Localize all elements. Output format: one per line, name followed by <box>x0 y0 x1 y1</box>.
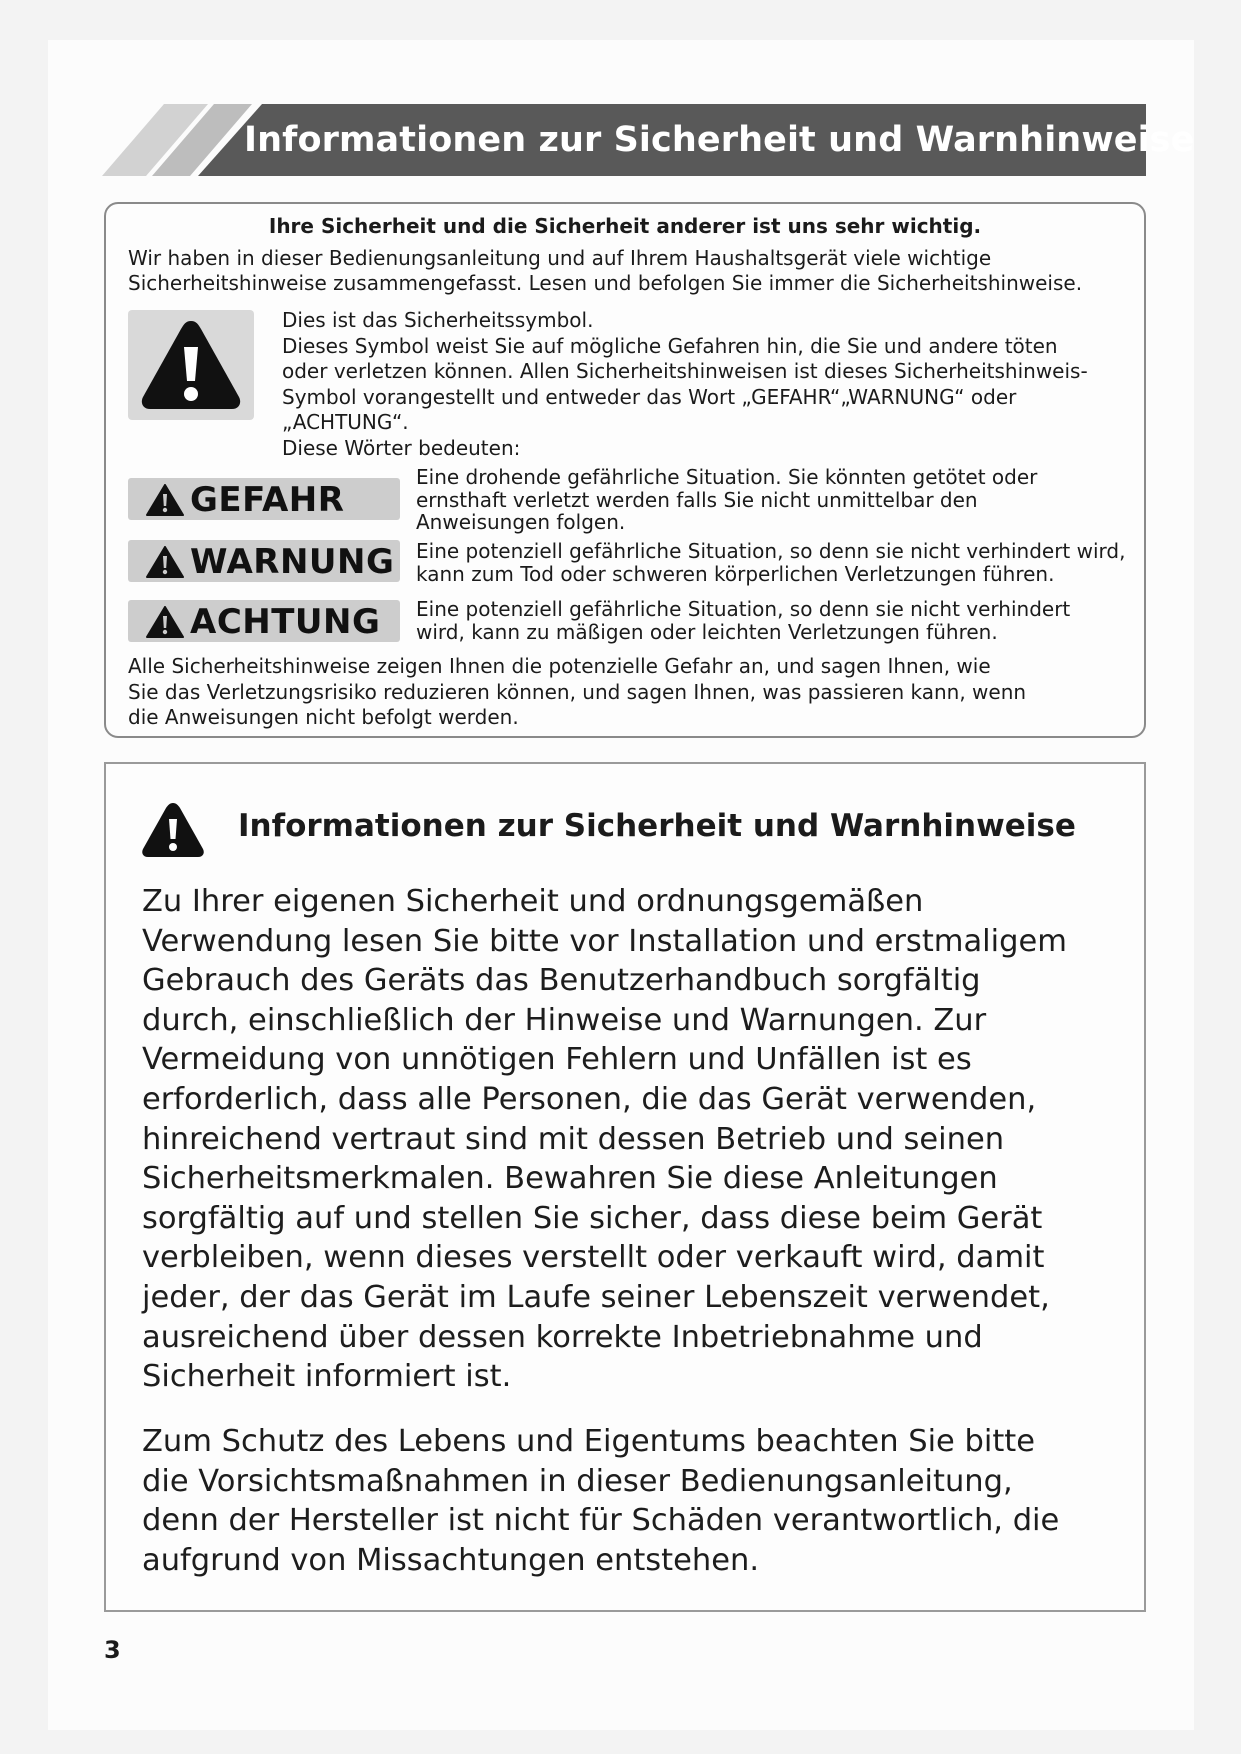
page-title: Informationen zur Sicherheit und Warnhinweise <box>244 120 1195 160</box>
paragraph-line: Verwendung lesen Sie bitte vor Installation und erstmaligem <box>142 923 1067 959</box>
description-line: wird, kann zu mäßigen oder leichten Verletzungen führen. <box>416 619 998 644</box>
symbol-line: Dieses Symbol weist Sie auf mögliche Gefahren hin, die Sie und andere töten <box>282 333 1058 358</box>
warning-triangle-icon <box>138 315 244 415</box>
symbol-line: Diese Wörter bedeuten: <box>282 435 521 460</box>
symbol-line: oder verletzen können. Allen Sicherheitshinweisen ist dieses Sicherheitshinweis- <box>282 359 1088 383</box>
warning-triangle-icon <box>146 606 184 638</box>
paragraph-line: sorgfältig auf und stellen Sie sicher, dass diese beim Gerät <box>142 1200 1043 1236</box>
paragraph-line: jeder, der das Gerät im Laufe seiner Lebenszeit verwendet, <box>142 1279 1050 1315</box>
info-paragraph-1 <box>142 882 1122 1397</box>
page-number: 3 <box>104 1636 121 1664</box>
paragraph-line: Vermeidung von unnötigen Fehlern und Unfällen ist es <box>142 1042 972 1078</box>
signal-description-achtung <box>416 598 1146 643</box>
paragraph-line: erforderlich, dass alle Personen, die das Gerät verwenden, <box>142 1081 1037 1117</box>
symbol-line: Dies ist das Sicherheitssymbol. <box>282 308 594 332</box>
safety-symbol-tile <box>128 310 254 420</box>
warning-triangle-icon <box>146 546 184 578</box>
warning-triangle-icon <box>140 801 206 859</box>
header-banner <box>102 104 1195 176</box>
signal-word: GEFAHR <box>190 480 345 520</box>
symbol-explanation <box>282 308 1122 461</box>
signal-word: ACHTUNG <box>190 602 381 642</box>
description-line: kann zum Tod oder schweren körperlichen Verletzungen führen. <box>416 561 1055 586</box>
paragraph-line: ausreichend über dessen korrekte Inbetriebnahme und <box>142 1319 983 1355</box>
paragraph-line: die Vorsichtsmaßnahmen in dieser Bedienungsanleitung, <box>142 1463 1013 1499</box>
info-title: Informationen zur Sicherheit und Warnhinweise <box>238 808 1076 844</box>
footer-line: Sie das Verletzungsrisiko reduzieren können, und sagen Ihnen, was passieren kann, wenn <box>128 679 1027 704</box>
footer-line: Alle Sicherheitshinweise zeigen Ihnen die potenzielle Gefahr an, und sagen Ihnen, wie <box>128 654 991 678</box>
intro-line: Wir haben in dieser Bedienungsanleitung und auf Ihrem Haushaltsgerät viele wichtige <box>128 246 992 270</box>
signal-label-gefahr <box>128 478 400 520</box>
description-line: ernsthaft verletzt werden falls Sie nicht unmittelbar den <box>416 487 978 512</box>
paragraph-line: verbleiben, wenn dieses verstellt oder verkauft wird, damit <box>142 1240 1045 1276</box>
paragraph-line: Sicherheitsmerkmalen. Bewahren Sie diese Anleitungen <box>142 1161 998 1197</box>
footer-line: die Anweisungen nicht befolgt werden. <box>128 705 519 729</box>
paragraph-line: Zum Schutz des Lebens und Eigentums beachten Sie bitte <box>142 1424 1036 1459</box>
symbol-line: Symbol vorangestellt und entweder das Wort „GEFAHR“„WARNUNG“ oder <box>282 384 1017 409</box>
description-line: Anweisungen folgen. <box>416 510 626 534</box>
safety-intro <box>128 246 1138 296</box>
paragraph-line: aufgrund von Missachtungen entstehen. <box>142 1542 760 1578</box>
intro-line: Sicherheitshinweise zusammengefasst. Lesen und befolgen Sie immer die Sicherheitshinweise. <box>128 271 1083 295</box>
warning-triangle-icon <box>146 484 184 516</box>
symbol-line: „ACHTUNG“. <box>282 410 409 434</box>
safety-info-box <box>104 202 1146 738</box>
signal-label-achtung <box>128 600 400 642</box>
safety-footer <box>128 654 1138 731</box>
paragraph-line: Zu Ihrer eigenen Sicherheit und ordnungsgemäßen <box>142 884 924 919</box>
paragraph-line: durch, einschließlich der Hinweise und Warnungen. Zur <box>142 1002 987 1038</box>
description-line: Eine drohende gefährliche Situation. Sie könnten getötet oder <box>416 465 1038 489</box>
signal-word: WARNUNG <box>190 542 395 582</box>
safety-heading: Ihre Sicherheit und die Sicherheit anderer ist uns sehr wichtig. <box>268 214 982 238</box>
paragraph-line: denn der Hersteller ist nicht für Schäden verantwortlich, die <box>142 1503 1060 1539</box>
signal-label-warnung <box>128 540 400 582</box>
info-paragraph-2 <box>142 1422 1122 1580</box>
signal-description-gefahr <box>416 466 1146 534</box>
paragraph-line: hinreichend vertraut sind mit dessen Betrieb und seinen <box>142 1121 1005 1157</box>
description-line: Eine potenziell gefährliche Situation, so denn sie nicht verhindert wird, <box>416 539 1126 563</box>
signal-description-warnung <box>416 540 1146 585</box>
paragraph-line: Gebrauch des Geräts das Benutzerhandbuch sorgfältig <box>142 963 981 999</box>
paragraph-line: Sicherheit informiert ist. <box>142 1359 512 1395</box>
info-frame <box>104 762 1146 1612</box>
description-line: Eine potenziell gefährliche Situation, so denn sie nicht verhindert <box>416 597 1071 621</box>
